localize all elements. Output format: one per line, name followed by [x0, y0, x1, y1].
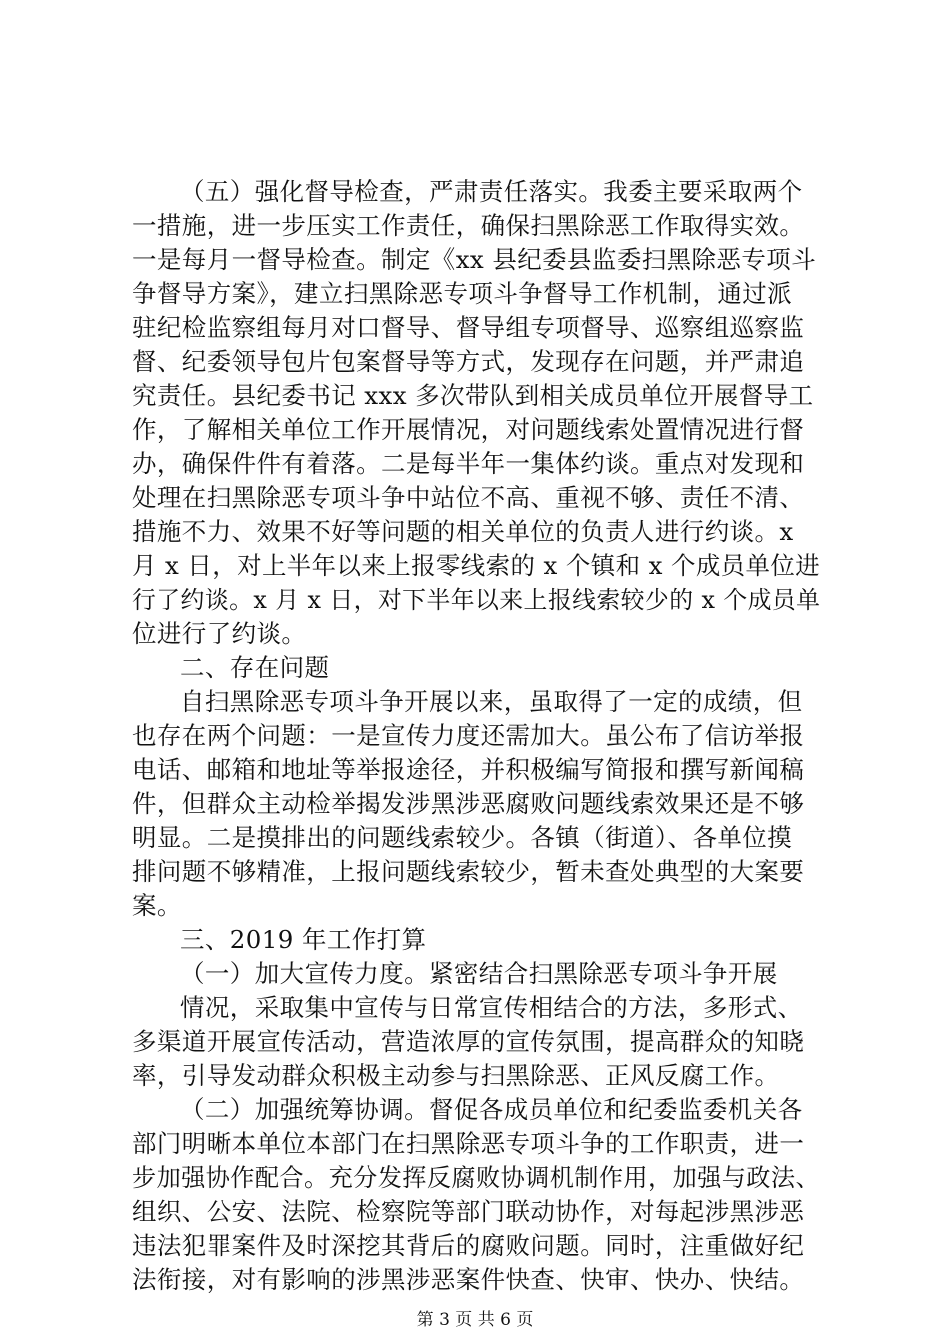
text-line: 步加强协作配合。充分发挥反腐败协调机制作用，加强与政法、 [132, 1164, 821, 1192]
text-line: 作，了解相关单位工作开展情况，对问题线索处置情况进行督 [132, 415, 805, 444]
text-line: （二）加强统筹协调。督促各成员单位和纪委监委机关各 [180, 1095, 803, 1124]
text-line: 违法犯罪案件及时深挖其背后的腐败问题。同时，注重做好纪 [132, 1231, 805, 1260]
text-line: 情况，采取集中宣传与日常宣传相结合的方法，多形式、 [180, 993, 803, 1022]
text-line: 件，但群众主动检举揭发涉黑涉恶腐败问题线索效果还是不够 [132, 789, 805, 818]
text-line: 行了约谈。x 月 x 日，对下半年以来上报线索较少的 x 个成员单 [132, 586, 821, 614]
text-line: 也存在两个问题：一是宣传力度还需加大。虽公布了信访举报 [132, 721, 805, 750]
text-line: 明显。二是摸排出的问题线索较少。各镇（街道）、各单位摸 [132, 823, 793, 852]
section-heading: 二、存在问题 [180, 653, 330, 682]
text-line: 自扫黑除恶专项斗争开展以来，虽取得了一定的成绩，但 [180, 687, 803, 716]
text-line: 电话、邮箱和地址等举报途径，并积极编写简报和撰写新闻稿 [132, 755, 805, 784]
text-line: 办，确保件件有着落。二是每半年一集体约谈。重点对发现和 [132, 449, 805, 478]
text-line: 组织、公安、法院、检察院等部门联动协作，对每起涉黑涉恶 [132, 1197, 805, 1226]
text-line: 督、纪委领导包片包案督导等方式，发现存在问题，并严肃追 [132, 347, 805, 376]
text-line: 措施不力、效果不好等问题的相关单位的负责人进行约谈。x [132, 517, 794, 546]
section-heading: 三、2019 年工作打算 [180, 925, 427, 954]
text-line: 一是每月一督导检查。制定《xx 县纪委县监委扫黑除恶专项斗 [132, 245, 817, 274]
text-line: 多渠道开展宣传活动，营造浓厚的宣传氛围，提高群众的知晓 [132, 1027, 805, 1056]
text-line: 驻纪检监察组每月对口督导、督导组专项督导、巡察组巡察监 [132, 313, 805, 342]
text-line: 处理在扫黑除恶专项斗争中站位不高、重视不够、责任不清、 [132, 483, 805, 512]
text-line: 排问题不够精准，上报问题线索较少，暂未查处典型的大案要 [132, 857, 805, 886]
text-line: 率，引导发动群众积极主动参与扫黑除恶、正风反腐工作。 [132, 1061, 780, 1090]
text-line: 位进行了约谈。 [132, 619, 307, 648]
text-line: 案。 [132, 891, 182, 920]
text-line: 法衔接，对有影响的涉黑涉恶案件快查、快审、快办、快结。 [132, 1265, 805, 1294]
text-line: （五）强化督导检查，严肃责任落实。我委主要采取两个 [180, 177, 803, 206]
text-line: 究责任。县纪委书记 xxx 多次带队到相关成员单位开展督导工 [132, 381, 814, 410]
text-line: 一措施，进一步压实工作责任，确保扫黑除恶工作取得实效。 [132, 211, 805, 240]
text-line: 月 x 日，对上半年以来上报零线索的 x 个镇和 x 个成员单位进 [132, 551, 821, 580]
page-number-footer: 第 3 页 共 6 页 [416, 1310, 534, 1330]
text-line: 争督导方案》，建立扫黑除恶专项斗争督导工作机制，通过派 [132, 279, 793, 308]
text-line: 部门明晰本单位本部门在扫黑除恶专项斗争的工作职责，进一 [132, 1129, 805, 1158]
text-line: （一）加大宣传力度。紧密结合扫黑除恶专项斗争开展 [180, 959, 778, 988]
